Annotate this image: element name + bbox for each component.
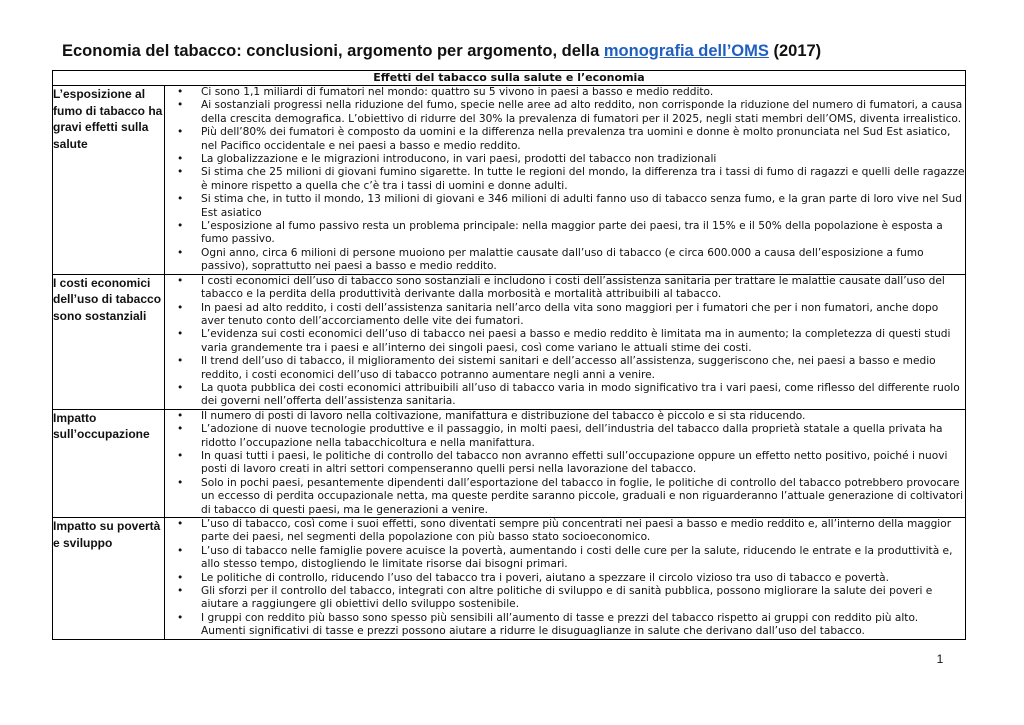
list-item: • Solo in pochi paesi, pesantemente dipendenti dall’esportazione del tabacco in foglie, le politiche di controllo del tabacco potrebbero provocare un eccesso di perdita occupazionale netta, ma queste perdite saranno piccole, graduali e non riguarderanno l’attuale generazione di coltivatori di tabacco di questi paesi, ma le generazioni a venire.: [165, 477, 965, 517]
table-header: Effetti del tabacco sulla salute e l’economia: [53, 71, 966, 86]
bullet-list: [165, 86, 965, 274]
list-item: • L’uso di tabacco, così come i suoi effetti, sono diventati sempre più concentrati nei paesi a basso e medio reddito e, all’interno della maggior parte dei paesi, nel segmenti della popolazione con più basso stato socioeconomico.: [165, 518, 965, 545]
page-number: 1: [936, 652, 944, 666]
bullet-list: [165, 410, 965, 517]
list-item: • L’evidenza sui costi economici dell’uso di tabacco nei paesi a basso e medio reddito è limitata ma in aumento; la completezza di questi studi varia grandemente tra i paesi e all’interno dei singoli paesi, così come variano le attuali stime dei costi.: [165, 328, 965, 355]
list-item: • I gruppi con reddito più basso sono spesso più sensibili all’aumento di tasse e prezzi del tabacco rispetto ai gruppi con reddito più alto. Aumenti significativi di tasse e prezzi possono aiutare a ridurre le disuguaglianze in salute che derivano dall’uso del tabacco.: [165, 612, 965, 639]
list-item: • Le politiche di controllo, riducendo l’uso del tabacco tra i poveri, aiutano a spezzare il circolo vizioso tra uso di tabacco e povertà.: [165, 572, 965, 585]
row-content-poverty: [165, 518, 966, 640]
list-item: • In paesi ad alto reddito, i costi dell’assistenza sanitaria nell’arco della vita sono maggiori per i fumatori che per i non fumatori, anche dopo aver tenuto conto dell’accorciamento delle vite dei fumatori.: [165, 302, 965, 329]
row-content-health: [165, 86, 966, 275]
list-item: • Gli sforzi per il controllo del tabacco, integrati con altre politiche di sviluppo e di sanità pubblica, possono migliorare la salute dei poveri e aiutare a raggiungere gli obiettivi dello sviluppo sostenibile.: [165, 585, 965, 612]
row-label-health: L’esposizione al fumo di tabacco ha gravi effetti sulla salute: [53, 86, 165, 275]
list-item: • Più dell’80% dei fumatori è composto da uomini e la differenza nella prevalenza tra uomini e donne è molto pronunciata nel Sud Est asiatico, nel Pacifico occidentale e nei paesi a basso e medio reddito.: [165, 126, 965, 153]
row-label-costs: I costi economici dell’uso di tabacco sono sostanziali: [53, 274, 165, 409]
row-content-employment: [165, 409, 966, 517]
list-item: • Il trend dell’uso di tabacco, il miglioramento dei sistemi sanitari e dell’accesso all’assistenza, suggeriscono che, nei paesi a basso e medio reddito, i costi economici dell’uso di tabacco potranno aumentare negli anni a venire.: [165, 355, 965, 382]
bullet-list: [165, 518, 965, 639]
title-prefix: Economia del tabacco: conclusioni, argomento per argomento, della: [62, 42, 604, 60]
list-item: • L’esposizione al fumo passivo resta un problema principale: nella maggior parte dei paesi, tra il 15% e il 50% della popolazione è esposta a fumo passivo.: [165, 220, 965, 247]
list-item: • Ogni anno, circa 6 milioni di persone muoiono per malattie causate dall’uso di tabacco (e circa 600.000 a causa dell’esposizione a fumo passivo), soprattutto nei paesi a basso e medio reddito.: [165, 247, 965, 274]
table-row-poverty: [53, 518, 966, 640]
list-item: • In quasi tutti i paesi, le politiche di controllo del tabacco non avranno effetti sull’occupazione oppure un effetto netto positivo, poiché i nuovi posti di lavoro creati in altri settori compenseranno quelli persi nella lavorazione del tabacco.: [165, 450, 965, 477]
list-item: • Si stima che 25 milioni di giovani fumino sigarette. In tutte le regioni del mondo, la differenza tra i tassi di fumo di ragazzi e quelli delle ragazze è minore rispetto a quella che c’è tra i tassi di uomini e donne adulti.: [165, 166, 965, 193]
title-suffix: (2017): [768, 42, 822, 60]
list-item: • I costi economici dell’uso di tabacco sono sostanziali e includono i costi dell’assistenza sanitaria per trattare le malattie causate dall’uso del tabacco e la perdita della produttività derivante dalla morbosità e mortalità attribuibili al tabacco.: [165, 275, 965, 302]
list-item: • L’uso di tabacco nelle famiglie povere acuisce la povertà, aumentando i costi delle cure per la salute, riducendo le entrate e la produttività e, allo stesso tempo, distogliendo le limitate risorse dai bisogni primari.: [165, 545, 965, 572]
row-content-costs: [165, 274, 966, 409]
list-item: • La quota pubblica dei costi economici attribuibili all’uso di tabacco varia in modo significativo tra i vari paesi, come riflesso del differente ruolo dei governi nell’offerta dell’assistenza sanitaria.: [165, 382, 965, 409]
row-label-employment: Impatto sull’occupazione: [53, 409, 165, 517]
monografia-link[interactable]: monografia dell’OMS: [603, 42, 769, 60]
row-label-poverty: Impatto su povertà e sviluppo: [53, 518, 165, 640]
list-item: • Ci sono 1,1 miliardi di fumatori nel mondo: quattro su 5 vivono in paesi a basso e medio reddito.: [165, 86, 965, 99]
summary-table: [52, 70, 966, 640]
table-row-costs: [53, 274, 966, 409]
list-item: • L’adozione di nuove tecnologie produttive e il passaggio, in molti paesi, dell’industria del tabacco dalla proprietà statale a quella privata ha ridotto l’occupazione nella tabacchicoltura e nella manifattura.: [165, 423, 965, 450]
list-item: • La globalizzazione e le migrazioni introducono, in vari paesi, prodotti del tabacco non tradizionali: [165, 153, 965, 166]
list-item: • Si stima che, in tutto il mondo, 13 milioni di giovani e 346 milioni di adulti fanno uso di tabacco senza fumo, e la gran parte di loro vive nel Sud Est asiatico: [165, 193, 965, 220]
list-item: • Il numero di posti di lavoro nella coltivazione, manifattura e distribuzione del tabacco è piccolo e si sta riducendo.: [165, 410, 965, 423]
table-row-health: [53, 86, 966, 275]
document-title: [62, 42, 982, 61]
list-item: • Ai sostanziali progressi nella riduzione del fumo, specie nelle aree ad alto reddito, non corrisponde la riduzione del numero di fumatori, a causa della crescita demografica. L’obiettivo di ridurre del 30% la prevalenza di fumatori per il 2025, negli stati membri dell’OMS, diventa irrealistico.: [165, 99, 965, 126]
bullet-list: [165, 275, 965, 409]
table-row-employment: [53, 409, 966, 517]
